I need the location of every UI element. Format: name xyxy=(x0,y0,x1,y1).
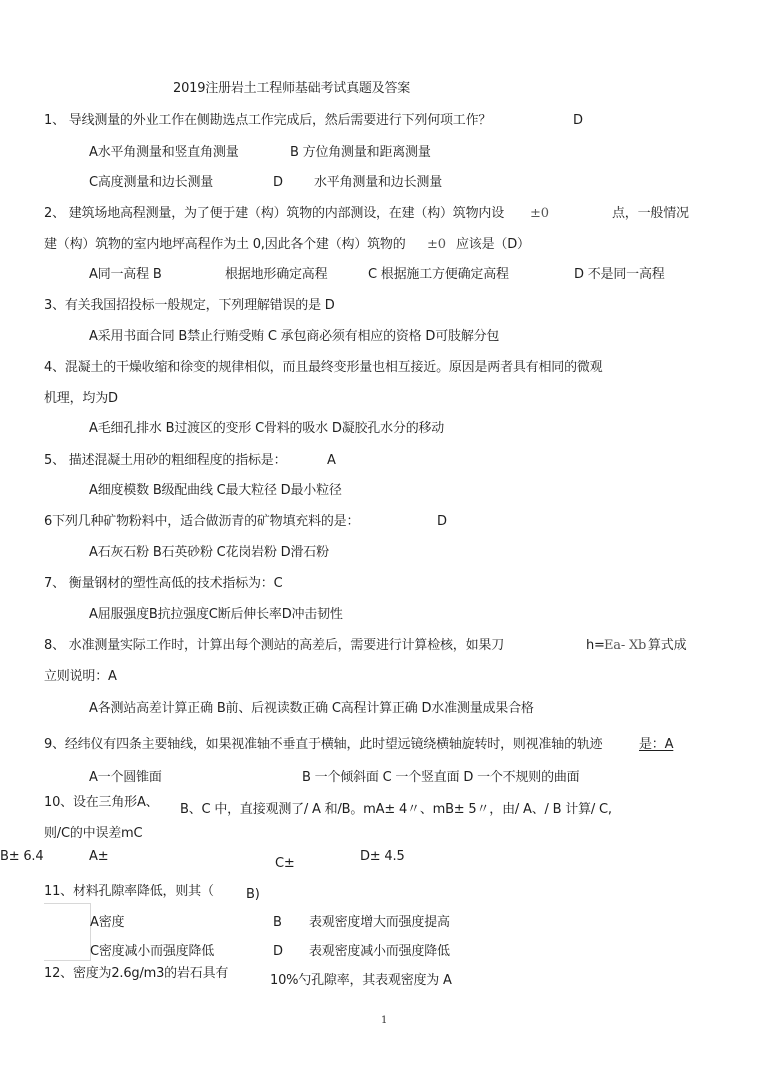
question-3-options: A采用书面合同 B禁止行贿受贿 C 承包商必须有相应的资格 D可肢解分包 xyxy=(89,329,500,344)
question-9-stem: 9、经纬仪有四条主要轴线，如果视准轴不垂直于横轴，此时望远镜绕横轴旋转时，则视准轴的轨迹 xyxy=(44,737,603,752)
question-8-options: A各测站高差计算正确 B前、后视读数正确 C高程计算正确 D水准测量成果合格 xyxy=(89,701,534,716)
question-2-option-c: C 根据施工方便确定高程 xyxy=(368,267,509,282)
question-4-options: A毛细孔排水 B过渡区的变形 C骨料的吸水 D凝胶孔水分的移动 xyxy=(89,421,445,436)
question-11-option-c: C密度减小而强度降低 xyxy=(90,944,215,959)
question-7-stem: 7、 衡量钢材的塑性高低的技术指标为：C xyxy=(44,576,283,591)
question-4-stem-line1: 4、混凝土的干燥收缩和徐变的规律相似，而且最终变形量也相互接近。原因是两者具有相同的微观 xyxy=(44,360,603,375)
question-2-stem-part2: 点，一般情况 xyxy=(612,206,689,221)
question-2-option-a: A同一高程 B xyxy=(89,267,162,282)
question-5-answer: A xyxy=(327,453,336,468)
question-2-stem-line2a: 建（构）筑物的室内地坪高程作为土 0,因此各个建（构）筑物的 xyxy=(44,237,406,252)
question-9-options-bcd: B 一个倾斜面 C 一个竖直面 D 一个不规则的曲面 xyxy=(302,770,580,785)
question-1-option-d: 水平角测量和边长测量 xyxy=(314,175,443,190)
page-number: 1 xyxy=(381,1015,388,1026)
question-1-option-a: A水平角测量和竖直角测量 xyxy=(89,145,239,160)
question-10-option-c: C± xyxy=(275,856,295,871)
question-2-plus-minus-zero: ±0 xyxy=(530,206,549,221)
question-1-answer: D xyxy=(573,113,583,128)
question-11-answer: B) xyxy=(246,887,260,902)
question-2-plus-minus-zero-2: ±0 xyxy=(427,237,446,252)
question-11-option-b-label: B xyxy=(273,915,282,930)
question-1-option-b: B 方位角测量和距离测量 xyxy=(290,145,431,160)
question-10-stem-part1: 10、设在三角形A、 xyxy=(44,795,159,810)
question-11-option-a: A密度 xyxy=(90,915,125,930)
document-title: 2019注册岩土工程师基础考试真题及答案 xyxy=(173,81,411,96)
question-11-option-d: 表观密度减小而强度降低 xyxy=(309,944,450,959)
question-4-stem-line2: 机理，均为D xyxy=(44,391,118,406)
question-8-formula-h: h= xyxy=(586,638,605,653)
question-10-stem-line2: 则/C的中误差mC xyxy=(44,826,143,841)
question-5-options: A细度模数 B级配曲线 C最大粒径 D最小粒径 xyxy=(89,483,342,498)
question-1-stem: 1、 导线测量的外业工作在侧勘选点工作完成后，然后需要进行下列何项工作？ xyxy=(44,113,492,128)
question-2-option-d: D 不是同一高程 xyxy=(574,267,665,282)
question-6-answer: D xyxy=(437,514,447,529)
question-11-option-frame xyxy=(44,903,91,961)
question-10-option-b: B± 6.4 xyxy=(0,849,44,864)
question-8-stem-line2: 立则说明：A xyxy=(44,669,117,684)
question-2-stem-line2b: 应该是（D） xyxy=(456,237,530,252)
question-10-option-d: D± 4.5 xyxy=(360,849,405,864)
question-8-stem-line1: 8、 水准测量实际工作时，计算出每个测站的高差后，需要进行计算检核，如果刀 xyxy=(44,638,505,653)
question-7-options: A屈服强度B抗拉强度C断后伸长率D冲击韧性 xyxy=(89,607,343,622)
question-5-stem: 5、 描述混凝土用砂的粗细程度的指标是： xyxy=(44,453,287,468)
question-12-stem-part1: 12、密度为2.6g/m3的岩石具有 xyxy=(44,966,229,981)
question-12-stem-part2: 10%勺孔隙率，其表观密度为 A xyxy=(270,973,452,988)
question-1-option-d-label: D xyxy=(273,175,283,190)
question-9-answer: 是：A xyxy=(639,737,674,752)
question-6-options: A石灰石粉 B石英砂粉 C花岗岩粉 D滑石粉 xyxy=(89,545,329,560)
question-9-option-a: A一个圆锥面 xyxy=(89,770,162,785)
question-11-stem: 11、材料孔隙率降低，则其（ xyxy=(44,884,214,899)
question-10-option-a: A± xyxy=(89,849,109,864)
question-8-formula: Ea- Xb xyxy=(604,638,647,653)
question-6-stem: 6下列几种矿物粉料中，适合做沥青的矿物填充料的是： xyxy=(44,514,360,529)
question-2-option-b: 根据地形确定高程 xyxy=(225,267,328,282)
question-11-option-d-label: D xyxy=(273,944,283,959)
question-1-option-c: C高度测量和边长测量 xyxy=(89,175,214,190)
question-3-stem: 3、有关我国招投标一般规定，下列理解错误的是 D xyxy=(44,298,335,313)
question-10-stem-part2: B、C 中，直接观测了/ A 和/B。mA± 4〃、mB± 5〃，由/ A、/ B 计算/ C, xyxy=(180,802,612,817)
question-2-stem-part1: 2、 建筑场地高程测量，为了便于建（构）筑物的内部测设，在建（构）筑物内设 xyxy=(44,206,505,221)
question-8-stem-line1-end: 算式成 xyxy=(648,638,687,653)
question-11-option-b: 表观密度增大而强度提高 xyxy=(309,915,450,930)
